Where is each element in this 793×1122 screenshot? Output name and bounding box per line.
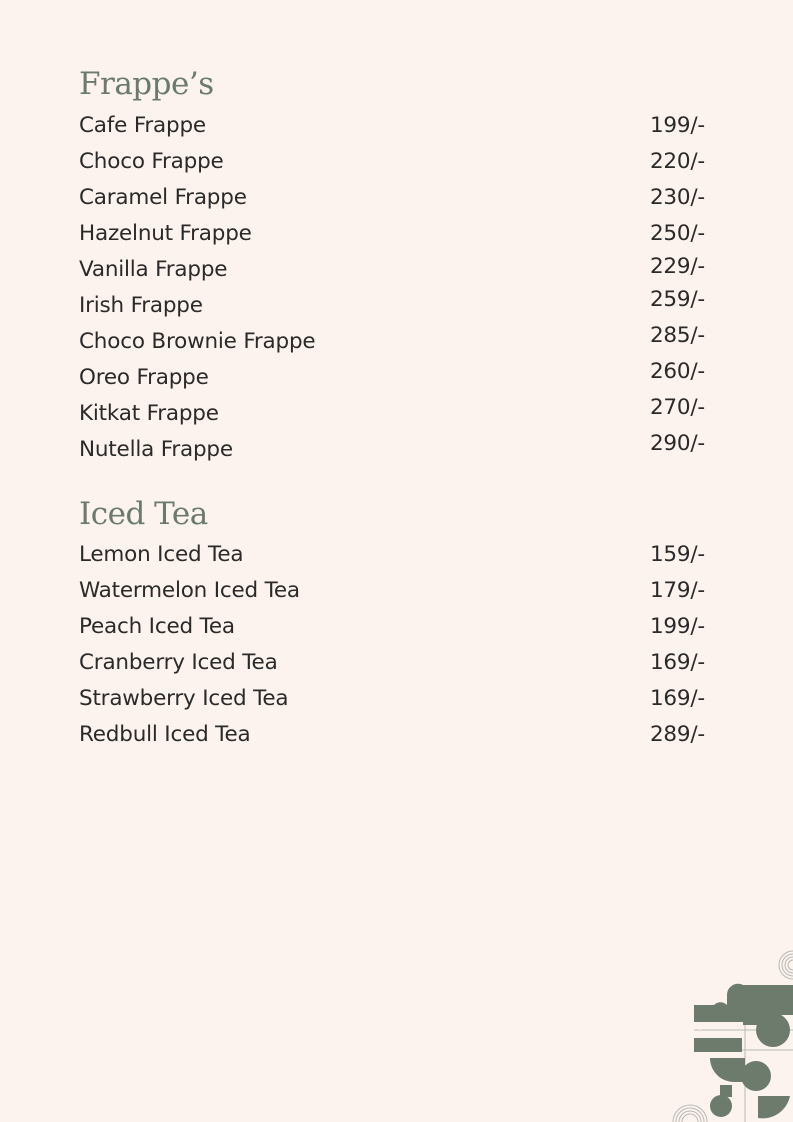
menu-item (79, 324, 705, 360)
section-title-frappes: Frappe’s (79, 66, 214, 102)
menu-list-frappes (79, 108, 705, 468)
item-name: Lemon Iced Tea (79, 542, 244, 567)
menu-item (79, 216, 705, 252)
item-price: 259/- (649, 287, 705, 312)
menu-item (79, 681, 705, 717)
item-price: 220/- (649, 149, 705, 174)
item-name: Oreo Frappe (79, 365, 209, 390)
item-price: 179/- (649, 578, 705, 603)
section-title-iced-tea: Iced Tea (79, 496, 208, 532)
item-price: 285/- (649, 323, 705, 348)
item-name: Caramel Frappe (79, 185, 247, 210)
item-name: Watermelon Iced Tea (79, 578, 300, 603)
item-price: 159/- (649, 542, 705, 567)
menu-item (79, 144, 705, 180)
item-name: Kitkat Frappe (79, 401, 219, 426)
item-name: Irish Frappe (79, 293, 203, 318)
menu-item (79, 609, 705, 645)
item-name: Peach Iced Tea (79, 614, 235, 639)
menu-item (79, 108, 705, 144)
item-price: 289/- (649, 722, 705, 747)
item-price: 290/- (649, 431, 705, 456)
menu-item (79, 360, 705, 396)
item-price: 169/- (649, 650, 705, 675)
item-price: 229/- (649, 254, 705, 279)
item-name: Choco Frappe (79, 149, 224, 174)
item-price: 250/- (649, 221, 705, 246)
item-price: 199/- (649, 113, 705, 138)
item-price: 169/- (649, 686, 705, 711)
item-name: Cranberry Iced Tea (79, 650, 278, 675)
item-name: Redbull Iced Tea (79, 722, 251, 747)
item-name: Nutella Frappe (79, 437, 233, 462)
item-price: 199/- (649, 614, 705, 639)
menu-item (79, 645, 705, 681)
menu-item (79, 432, 705, 468)
geometric-pattern-icon (660, 945, 793, 1122)
item-price: 230/- (649, 185, 705, 210)
menu-item (79, 252, 705, 288)
menu-item (79, 288, 705, 324)
item-price: 260/- (649, 359, 705, 384)
menu-item (79, 573, 705, 609)
item-name: Strawberry Iced Tea (79, 686, 289, 711)
menu-list-iced-tea (79, 537, 705, 753)
item-price: 270/- (649, 395, 705, 420)
menu-item (79, 180, 705, 216)
menu-item (79, 717, 705, 753)
item-name: Choco Brownie Frappe (79, 329, 316, 354)
menu-item (79, 537, 705, 573)
menu-item (79, 396, 705, 432)
item-name: Vanilla Frappe (79, 257, 228, 282)
item-name: Cafe Frappe (79, 113, 206, 138)
item-name: Hazelnut Frappe (79, 221, 252, 246)
